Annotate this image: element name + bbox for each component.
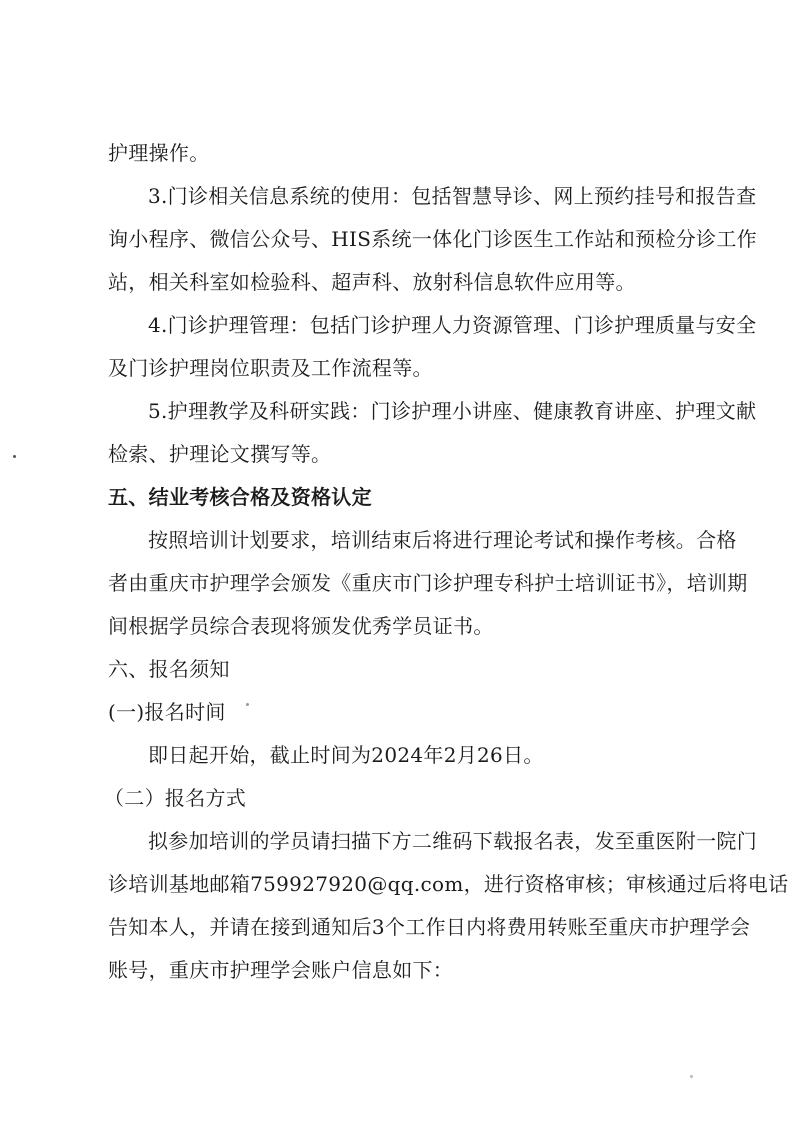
section-heading-6: 六、报名须知 bbox=[108, 657, 230, 681]
text-line: 及门诊护理岗位职责及工作流程等。 bbox=[108, 356, 433, 380]
list-item-3: 3.门诊相关信息系统的使用：包括智慧导诊、网上预约挂号和报告查 bbox=[148, 184, 757, 208]
subsection-heading-2: （二）报名方式 bbox=[104, 786, 247, 810]
scan-speck bbox=[13, 455, 16, 458]
paragraph-line: 即日起开始，截止时间为2024年2月26日。 bbox=[148, 743, 544, 767]
text-line: 护理操作。 bbox=[108, 141, 210, 165]
paragraph-line: 按照培训计划要求，培训结束后将进行理论考试和操作考核。合格 bbox=[148, 528, 737, 552]
paragraph-line: 告知本人，并请在接到通知后3个工作日内将费用转账至重庆市护理学会 bbox=[108, 915, 751, 939]
text-line: 检索、护理论文撰写等。 bbox=[108, 442, 332, 466]
paragraph-line: 诊培训基地邮箱759927920@qq.com，进行资格审核；审核通过后将电话 bbox=[108, 872, 789, 896]
paragraph-line: 账号，重庆市护理学会账户信息如下： bbox=[108, 958, 454, 982]
text-line: 询小程序、微信公众号、HIS系统一体化门诊医生工作站和预检分诊工作 bbox=[108, 227, 757, 251]
text-line: 站，相关科室如检验科、超声科、放射科信息软件应用等。 bbox=[108, 270, 636, 294]
subsection-heading-1: (一)报名时间 bbox=[108, 700, 226, 724]
list-item-5: 5.护理教学及科研实践：门诊护理小讲座、健康教育讲座、护理文献 bbox=[148, 399, 757, 423]
paragraph-line: 间根据学员综合表现将颁发优秀学员证书。 bbox=[108, 614, 494, 638]
scan-speck bbox=[690, 1075, 693, 1078]
section-heading-5: 五、结业考核合格及资格认定 bbox=[108, 485, 372, 509]
scan-speck bbox=[246, 703, 249, 706]
paragraph-line: 者由重庆市护理学会颁发《重庆市门诊护理专科护士培训证书》，培训期 bbox=[108, 571, 748, 595]
list-item-4: 4.门诊护理管理：包括门诊护理人力资源管理、门诊护理质量与安全 bbox=[148, 313, 757, 337]
paragraph-line: 拟参加培训的学员请扫描下方二维码下载报名表，发至重医附一院门 bbox=[148, 829, 757, 853]
